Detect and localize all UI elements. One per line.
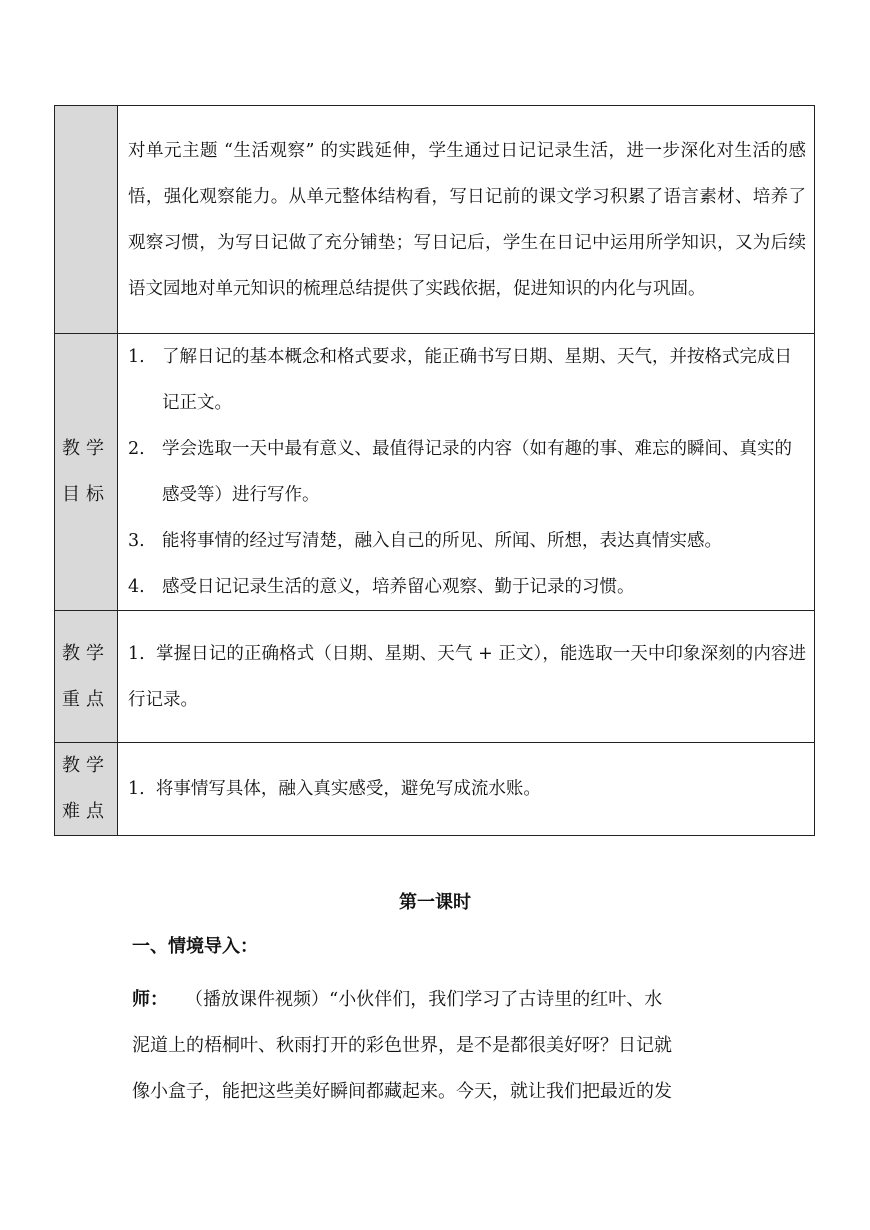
key-points-text: 掌握日记的正确格式（日期、星期、天气 + 正文），能选取一天中印象深刻的内容进行记录。 (128, 643, 806, 710)
lesson-plan-table (54, 105, 815, 836)
unit-analysis-cell (118, 106, 815, 334)
list-item (128, 564, 806, 610)
item-text: 学会选取一天中最有意义、最值得记录的内容（如有趣的事、难忘的瞬间、真实的感受等）进行写作。 (162, 439, 792, 505)
item-number: 3. (128, 531, 145, 551)
unit-analysis-text: 对单元主题 “生活观察” 的实践延伸，学生通过日记记录生活，进一步深化对生活的感悟，强化观察能力。从单元整体结构看，写日记前的课文学习积累了语言素材、培养了观察习惯，为写日记做了充分铺垫；写日记后，学生在日记中运用所学知识，又为后续语文园地对单元知识的梳理总结提供了实践依据，促进知识的内化与巩固。 (128, 140, 806, 299)
goals-cell (118, 334, 815, 611)
section-heading: 一、情境导入： (132, 936, 258, 957)
table-row (55, 743, 815, 836)
header-line: 重点 (62, 688, 110, 710)
header-line: 目标 (62, 484, 110, 505)
row-header-goals (55, 334, 118, 611)
item-number: 1. (128, 347, 145, 367)
header-line: 教学 (62, 438, 110, 459)
teacher-dialogue (132, 977, 742, 1115)
dialogue-line: 师： （播放课件视频）“小伙伴们，我们学习了古诗里的红叶、水 (132, 989, 663, 1010)
table-row (55, 334, 815, 611)
header-line: 教学 (62, 642, 110, 664)
item-text: 能将事情的经过写清楚，融入自己的所见、所闻、所想，表达真情实感。 (162, 531, 722, 551)
header-line: 教学 (62, 755, 110, 776)
dialogue-line: 泥道上的梧桐叶、秋雨打开的彩色世界，是不是都很美好呀？日记就 (132, 1035, 672, 1056)
item-number: 4. (128, 577, 145, 597)
row-header-empty (55, 106, 118, 334)
speaker-label: 师： (132, 989, 168, 1010)
item-number: 1. (128, 643, 145, 664)
item-text: 了解日记的基本概念和格式要求，能正确书写日期、星期、天气，并按格式完成日记正文。 (162, 347, 792, 413)
item-text: 感受日记记录生活的意义，培养留心观察、勤于记录的习惯。 (162, 577, 635, 597)
difficulties-cell (118, 743, 815, 836)
row-header-difficulties (55, 743, 118, 836)
header-line: 难点 (62, 801, 110, 822)
list-item (128, 518, 806, 564)
table-row (55, 611, 815, 743)
lesson-title: 第一课时 (399, 892, 471, 913)
list-item (128, 334, 806, 426)
table-row (55, 106, 815, 334)
dialogue-line: 像小盒子，能把这些美好瞬间都藏起来。今天，就让我们把最近的发 (132, 1081, 672, 1102)
key-points-cell (118, 611, 815, 743)
row-header-key-points (55, 611, 118, 743)
item-number: 1. (128, 779, 145, 799)
list-item (128, 426, 806, 518)
difficulties-text: 将事情写具体，融入真实感受，避免写成流水账。 (155, 779, 541, 799)
item-number: 2. (128, 439, 145, 459)
